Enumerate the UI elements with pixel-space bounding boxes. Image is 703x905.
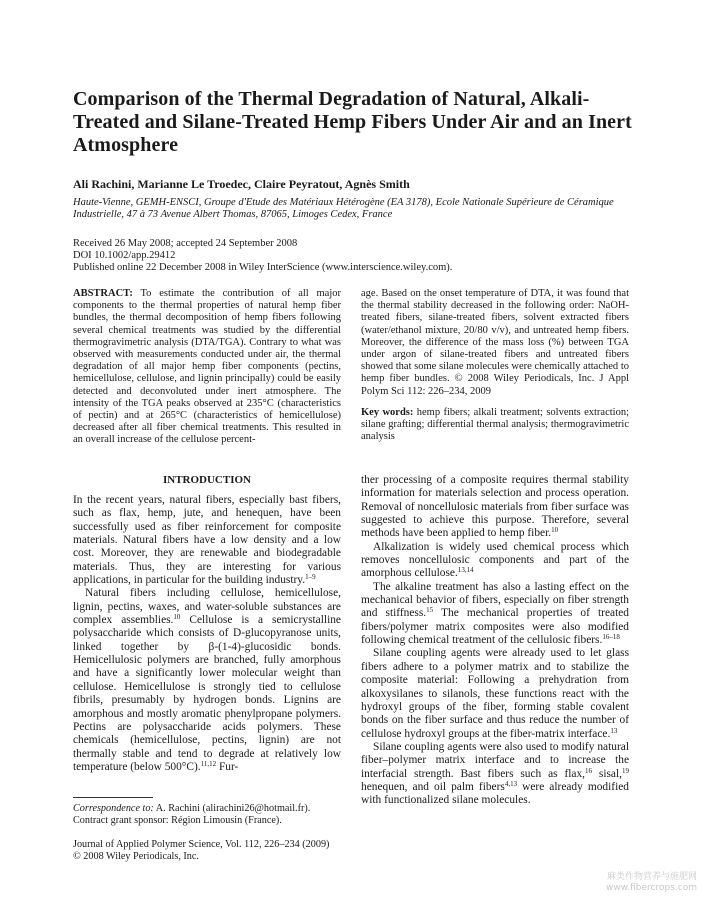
citation: 10 [551,526,559,535]
author-list: Ali Rachini, Marianne Le Troedec, Claire Peyratout, Agnès Smith [73,177,410,191]
abstract-label: ABSTRACT: [73,288,133,299]
keywords-label: Key words: [361,406,414,418]
citation: 13 [610,726,618,735]
correspondence-footnote [73,803,341,827]
footnote-divider [73,797,153,798]
paragraph-text: Silane coupling agents were already used to let glass fibers adhere to a polymer matrix and to stabilize the composite material: Following a prehydration from alkoxysilanes to silanols, these functions react with the hydroxyl groups of the fiber, forming stable covalent bonds on the fiber surface and thus reduce the number of cellulose hydroxyl groups at the fiber-matrix interface. [361,647,629,740]
citation: 16 [585,766,593,775]
doi: DOI 10.1002/app.29412 [73,250,176,261]
introduction-heading: INTRODUCTION [162,474,251,486]
watermark-title: 麻类作物营养与施肥网 [606,872,697,882]
citation: 15 [426,606,434,615]
body-column-right [361,474,629,808]
paragraph-text: Alkalization is widely used chemical process which removes noncellulosic components and part of the amorphous cellulose. [361,540,629,580]
citation: 19 [622,766,629,775]
watermark-url: www.fibercrops.com [606,883,697,893]
published-date: Published online 22 December 2008 in Wiley InterScience (www.interscience.wiley.com). [73,262,453,273]
paragraph-text: The mechanical properties of treated fibers/polymer matrix composites were also modified following chemical treatment of the cellulosic fibers. [361,607,629,647]
received-date: Received 26 May 2008; accepted 24 September 2008 [73,238,298,249]
body-column-left [73,494,341,774]
paragraph-text: henequen, and oil palm fibers [361,780,505,793]
abstract-left [73,288,341,447]
abstract-text-left: To estimate the contribution of all major components to the thermal properties of natural hemp fiber bundles, the thermal decomposition of hemp fibers following several chemical treatments was studied by the differential thermogravimetric analysis (DTA/TGA). Contrary to what was observed with measurements conducted under air, the thermal degradation of all major hemp fiber components (pectins, hemicellulose, cellulose, and lignin principally) could be easily detected and deconvoluted under inert atmosphere. The intensity of the TGA peaks observed at 235°C (characteristics of pectin) and at 265°C (characteristics of hemicellulose) decreased after all fiber chemical treatments. This resulted in an overall increase of the cellulose percent- [73,288,341,446]
paragraph [361,647,629,740]
paragraph-text: sisal, [592,767,622,780]
citation: 10 [173,613,181,622]
publication-dates [73,238,633,274]
paragraph-text: were already modified with functionalized silane molecules. [361,780,629,807]
affiliation: Haute-Vienne, GEMH-ENSCI, Groupe d'Etude des Matériaux Hétérogène (EA 3178), Ecole Nationale Supérieure de Céramique Industrielle, 47 à 73 Avenue Albert Thomas, 87065, Limoges Cedex, France [73,197,614,220]
paragraph-text: Natural fibers including cellulose, hemicellulose, lignin, pectins, waxes, and water-soluble substances are complex assemblies. [73,587,341,627]
paragraph [73,587,341,774]
article-title: Comparison of the Thermal Degradation of Natural, Alkali-Treated and Silane-Treated Hemp Fibers Under Air and an Inert Atmosphere [73,88,632,156]
copyright: © 2008 Wiley Periodicals, Inc. [73,851,199,862]
journal-name: Journal of Applied Polymer Science, Vol. 112, 226–234 (2009) [73,839,330,850]
paragraph [361,581,629,648]
paragraph [361,741,629,808]
paragraph-text: ther processing of a composite requires thermal stability information for materials selection and process operation. Removal of noncellulosic materials from fiber surface was suggested to achieve this purpose. Therefore, several methods have been applied to hemp fiber. [361,474,629,540]
abstract-text-right: age. Based on the onset temperature of DTA, it was found that the thermal stability decreased in the following order: NaOH-treated fibers, silane-treated fibers, solvent extracted fibers (water/ethanol mixture, 20/80 v/v), and untreated hemp fibers. Moreover, the difference of the mass loss (%) between TGA under argon of silane-treated fibers and untreated fibers showed that some silane molecules were chemically attached to hemp fiber bundles. © 2008 Wiley Periodicals, Inc. J Appl Polym Sci 112: 226–234, 2009 [361,288,629,397]
paragraph [361,541,629,581]
journal-citation [73,839,341,863]
citation: 13,14 [457,566,474,575]
abstract-right [361,288,629,452]
grant-sponsor: Contract grant sponsor: Région Limousin (France). [73,815,282,826]
correspondence-label: Correspondence to: [73,803,154,814]
paragraph-text: The alkaline treatment has also a lasting effect on the mechanical behavior of fibers, especially on fiber strength and stiffness. [361,580,629,620]
paragraph-text: Fur- [216,760,239,773]
citation: 4,13 [504,779,518,788]
paragraph-text: Cellulose is a semicrystalline polysaccharide which consists of D-glucopyranose units, linked together by β-(1-4)-glucosidic bonds. Hemicellulosic polymers are branched, fully amorphous and have a significantly lower molecular weight than cellulose. Hemicellulose is strongly tied to cellulose fibrils, presumably by hydrogen bonds. Lignins are amorphous and mostly aromatic phenylpropane polymers. Pectins are polysaccharide acids polymers. These chemicals (hemicellulose, pectins, lignin) are not thermally stable and tend to degrade at relatively low temperature (below 500°C). [73,614,341,773]
paragraph-text: In the recent years, natural fibers, especially bast fibers, such as flax, hemp, jute, and henequen, have been successfully used as fiber reinforcement for composite materials. Natural fibers have a low density and a low cost. Moreover, they are renewable and biodegradable materials. Thus, they are interesting for various applications, in particular for the building industry. [73,494,341,587]
citation: 11,12 [200,759,217,768]
paragraph [73,494,341,587]
citation: 16–18 [602,633,620,642]
citation: 1–9 [305,573,316,582]
paragraph-text: Silane coupling agents were also used to modify natural fiber–polymer matrix interface and to increase the interfacial strength. Bast fibers such as flax, [361,740,629,780]
site-watermark [577,872,697,894]
correspondence-text: A. Rachini (alirachini26@hotmail.fr). [153,803,311,814]
keywords: hemp fibers; alkali treatment; solvents extraction; silane grafting; differential thermal analysis; thermogravimetric analysis [361,406,630,443]
paragraph [361,474,629,541]
